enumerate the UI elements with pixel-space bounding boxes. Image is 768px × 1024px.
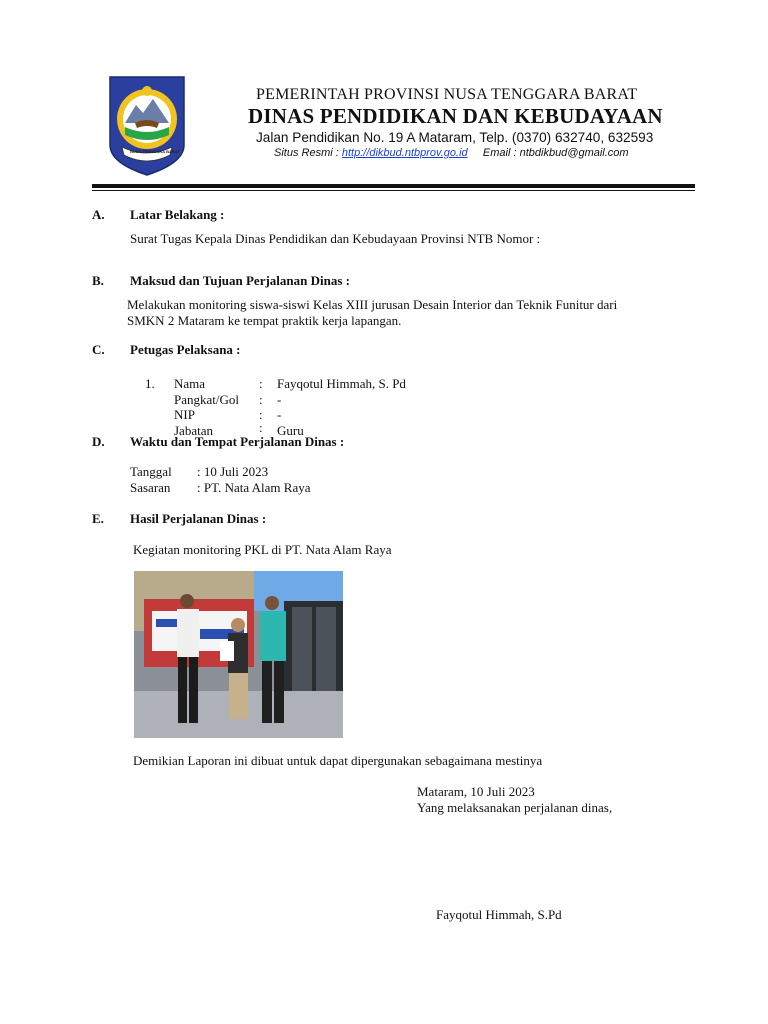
letterhead-contact: [274, 147, 629, 159]
officer-label-nip: NIP: [174, 407, 195, 422]
letterhead-government: PEMERINTAH PROVINSI NUSA TENGGARA BARAT: [256, 86, 638, 103]
officer-label-pangkat: Pangkat/Gol: [174, 392, 239, 407]
section-e-body: Kegiatan monitoring PKL di PT. Nata Alam Raya: [133, 542, 392, 557]
officer-sep-nip: :: [259, 407, 263, 422]
officer-value-nama: Fayqotul Himmah, S. Pd: [277, 376, 406, 391]
signature-role: Yang melaksanakan perjalanan dinas,: [417, 800, 613, 815]
closing-statement: Demikian Laporan ini dibuat untuk dapat dipergunakan sebagaimana mestinya: [133, 753, 543, 768]
provincial-emblem-logo: [108, 75, 186, 177]
section-d-letter: D.: [92, 434, 105, 449]
signature-place-date: Mataram, 10 Juli 2023: [417, 784, 535, 799]
letterhead-agency: DINAS PENDIDIKAN DAN KEBUDAYAAN: [248, 104, 663, 128]
section-b-line1: Melakukan monitoring siswa-siswi Kelas XIII jurusan Desain Interior dan Teknik Funitur dari: [127, 297, 618, 312]
officer-value-nip: -: [277, 407, 282, 422]
site-label: Situs Resmi :: [274, 147, 342, 159]
officer-label-jabatan: Jabatan: [174, 423, 213, 438]
section-b-letter: B.: [92, 273, 104, 288]
signature-name: Fayqotul Himmah, S.Pd: [436, 907, 562, 922]
logo-banner-text: NUSA TENGGARA BARAT: [130, 149, 180, 154]
section-d-title: Waktu dan Tempat Perjalanan Dinas :: [130, 434, 345, 449]
officer-sep-jabatan: :: [259, 420, 263, 435]
monitoring-photo: [134, 571, 343, 738]
officer-sep-pangkat: :: [259, 392, 263, 407]
tanggal-label: Tanggal: [130, 464, 172, 479]
email-text: Email : ntbdikbud@gmail.com: [482, 147, 629, 159]
officer-value-jabatan: Guru: [277, 423, 304, 438]
sasaran-value: : PT. Nata Alam Raya: [197, 480, 311, 495]
section-a-body: Surat Tugas Kepala Dinas Pendidikan dan Kebudayaan Provinsi NTB Nomor :: [130, 231, 541, 246]
section-c-letter: C.: [92, 342, 105, 357]
section-e-title: Hasil Perjalanan Dinas :: [130, 511, 267, 526]
section-b-line2: SMKN 2 Mataram ke tempat praktik kerja lapangan.: [127, 313, 402, 328]
letterhead-rule: [92, 184, 695, 188]
section-b-title: Maksud dan Tujuan Perjalanan Dinas :: [130, 273, 350, 288]
tanggal-value: : 10 Juli 2023: [197, 464, 269, 479]
officer-value-pangkat: -: [277, 392, 282, 407]
section-a-letter: A.: [92, 207, 105, 222]
officer-sep-nama: :: [259, 376, 263, 391]
letterhead-address: Jalan Pendidikan No. 19 A Mataram, Telp. (0370) 632740, 632593: [256, 130, 654, 145]
letterhead-rule-thin: [92, 190, 695, 191]
sasaran-label: Sasaran: [130, 480, 171, 495]
officer-number: 1.: [145, 376, 155, 391]
site-link[interactable]: http://dikbud.ntbprov.go.id: [341, 147, 468, 159]
section-a-title: Latar Belakang :: [130, 207, 225, 222]
section-e-letter: E.: [92, 511, 104, 526]
section-c-title: Petugas Pelaksana :: [130, 342, 241, 357]
officer-label-nama: Nama: [174, 376, 206, 391]
